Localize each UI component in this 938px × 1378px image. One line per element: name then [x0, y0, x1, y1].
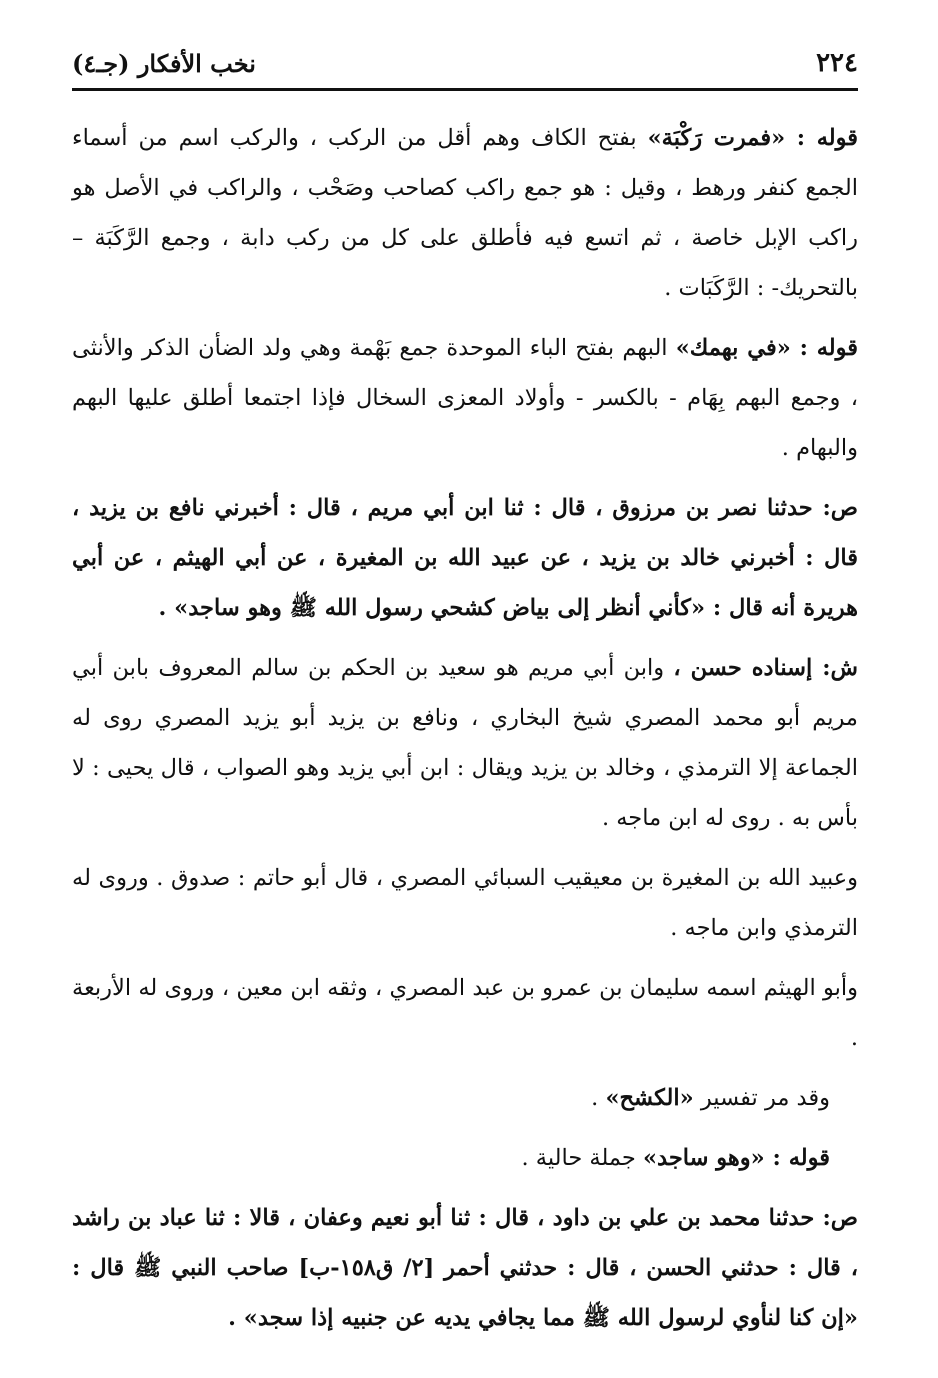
paragraph-text: وعبيد الله بن المغيرة بن معيقيب السبائي المصري ، قال أبو حاتم : صدوق . وروى له الترمذي وابن ماجه . — [72, 865, 858, 941]
paragraph-text: وأبو الهيثم اسمه سليمان بن عمرو بن عبد المصري ، وثقه ابن معين ، وروى له الأربعة . — [72, 975, 858, 1051]
paragraph-hadith-1 — [72, 483, 858, 633]
paragraph-text-before: وقد مر تفسير — [693, 1085, 830, 1111]
paragraph-text: البهم بفتح الباء الموحدة جمع بَهْمة وهي ولد الضأن الذكر والأنثى ، وجمع البهم بِهَام - بالكسر - وأولاد المعزى السخال فإذا اجتمعا أطلق عليها البهم والبهام . — [72, 335, 858, 461]
page-body — [72, 113, 858, 1343]
running-header — [72, 38, 858, 91]
book-title: نخب الأفكار (جـ٤) — [72, 48, 256, 78]
paragraph-lead: قوله : «وهو ساجد» — [642, 1145, 830, 1171]
paragraph-ubaidullah — [72, 853, 858, 953]
paragraph-hadith-2 — [72, 1193, 858, 1343]
paragraph-sharh-1 — [72, 643, 858, 843]
paragraph-kashh — [72, 1073, 858, 1123]
paragraph-text-after: . — [591, 1085, 606, 1111]
paragraph-sajid — [72, 1133, 858, 1183]
paragraph-text: بفتح الكاف وهم أقل من الركب ، والركب اسم من أسماء الجمع كنفر ورهط ، وقيل : هو جمع راكب كصاحب وصَحْب ، والراكب في الأصل هو راكب الإبل خاصة ، ثم اتسع فيه فأطلق على كل من ركب دابة ، وجمع الرَّكَبَة – بالتحريك- : الرَّكَبَات . — [72, 125, 858, 301]
paragraph-text: جملة حالية . — [521, 1145, 643, 1171]
paragraph-lead: قوله : «في بهمك» — [675, 335, 859, 361]
paragraph-rakba — [72, 113, 858, 313]
paragraph-bold-term: «الكشح» — [605, 1085, 694, 1111]
paragraph-text: وابن أبي مريم هو سعيد بن الحكم بن سالم المعروف بابن أبي مريم أبو محمد المصري شيخ البخاري ، ونافع بن يزيد أبو يزيد المصري روى له الجماعة إلا الترمذي ، وخالد بن يزيد ويقال : ابن أبي يزيد وهو الصواب ، قال يحيى : لا بأس به . روى له ابن ماجه . — [72, 655, 858, 831]
paragraph-text: حدثنا محمد بن علي بن داود ، قال : ثنا أبو نعيم وعفان ، قالا : ثنا عباد بن راشد ، قال : حدثني الحسن ، قال : حدثني أحمر [٢/ ق١٥٨-ب] صاحب النبي ﷺ قال : «إن كنا لنأوي لرسول الله ﷺ مما يجافي يديه عن جنبيه إذا سجد» . — [72, 1205, 859, 1331]
paragraph-bahm — [72, 323, 858, 473]
paragraph-lead: ص: — [822, 495, 858, 521]
paragraph-lead: ش: إسناده حسن ، — [673, 655, 859, 681]
paragraph-text: حدثنا نصر بن مرزوق ، قال : ثنا ابن أبي مريم ، قال : أخبرني نافع بن يزيد ، قال : أخبرني خالد بن يزيد ، عن عبيد الله بن المغيرة ، عن أبي الهيثم ، عن أبي هريرة أنه قال : «كأني أنظر إلى بياض كشحي رسول الله ﷺ وهو ساجد» . — [72, 495, 858, 621]
paragraph-lead: ص: — [822, 1205, 858, 1231]
page-number: ٢٢٤ — [816, 48, 858, 78]
book-page — [72, 38, 858, 1338]
paragraph-abu-haytham — [72, 963, 858, 1063]
paragraph-lead: قوله : «فمرت رَكْبَة» — [647, 125, 858, 151]
